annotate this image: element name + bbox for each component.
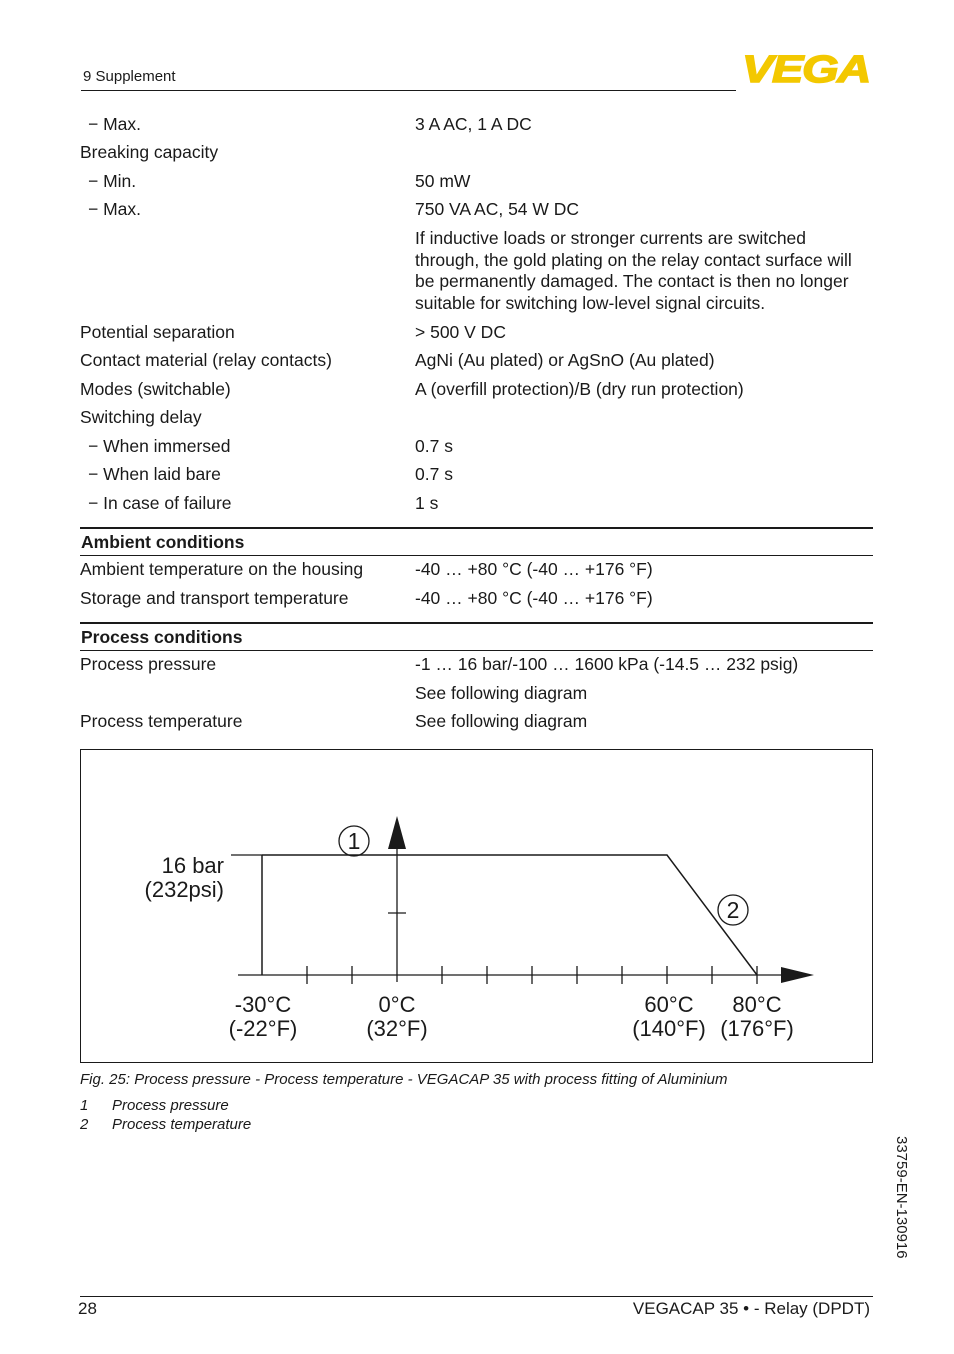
spec-label: − When laid bare bbox=[88, 464, 221, 484]
temp-fahrenheit: (176°F) bbox=[720, 1016, 794, 1041]
temp-celsius: 80°C bbox=[732, 992, 782, 1017]
pressure-temperature-diagram bbox=[80, 749, 873, 1063]
spec-label: Potential separation bbox=[80, 322, 235, 342]
spec-label: Contact material (relay contacts) bbox=[80, 350, 332, 370]
footer-divider bbox=[80, 1296, 873, 1297]
legend-text: Process temperature bbox=[112, 1116, 252, 1133]
spec-value: 750 VA AC, 54 W DC bbox=[415, 199, 580, 219]
temp-fahrenheit: (32°F) bbox=[366, 1016, 428, 1041]
temp-celsius: -30°C bbox=[234, 992, 292, 1017]
spec-value: -40 … +80 °C (-40 … +176 °F) bbox=[415, 559, 653, 579]
vega-logo bbox=[742, 52, 874, 91]
section-heading: 9 Supplement bbox=[83, 68, 176, 85]
spec-label: − When immersed bbox=[88, 436, 231, 456]
pressure-label bbox=[145, 854, 224, 902]
marker-number: 2 bbox=[726, 897, 740, 923]
spec-value: 50 mW bbox=[415, 171, 471, 191]
section-divider bbox=[80, 622, 873, 624]
spec-value: 1 s bbox=[415, 493, 439, 513]
header-divider bbox=[81, 90, 736, 91]
marker-1 bbox=[339, 826, 369, 856]
spec-label: Storage and transport temperature bbox=[80, 588, 349, 608]
product-name: VEGACAP 35 • - Relay (DPDT) bbox=[632, 1299, 870, 1318]
pressure-psi-label: (232psi) bbox=[144, 877, 224, 902]
spec-label: − Max. bbox=[88, 199, 142, 219]
section-divider bbox=[80, 555, 873, 556]
spec-value: > 500 V DC bbox=[415, 322, 506, 342]
x-axis-arrowhead bbox=[781, 967, 814, 983]
temp-celsius: 0°C bbox=[378, 992, 416, 1017]
spec-label: Breaking capacity bbox=[80, 142, 219, 162]
section-divider bbox=[80, 527, 873, 529]
marker-2 bbox=[718, 895, 748, 925]
spec-value: -1 … 16 bar/-100 … 1600 kPa (-14.5 … 232 psig) bbox=[415, 654, 799, 674]
pressure-bar-label: 16 bar bbox=[161, 853, 224, 878]
spec-value: 3 A AC, 1 A DC bbox=[415, 114, 532, 134]
svg-text:VEGA: VEGA bbox=[742, 52, 870, 86]
temp-label bbox=[707, 993, 807, 1041]
page-number: 28 bbox=[78, 1299, 97, 1318]
spec-value: -40 … +80 °C (-40 … +176 °F) bbox=[415, 588, 653, 608]
temp-celsius: 60°C bbox=[644, 992, 694, 1017]
spec-label: Ambient temperature on the housing bbox=[80, 559, 364, 579]
document-number: 33759-EN-130916 bbox=[893, 1136, 910, 1259]
legend-number: 1 bbox=[80, 1097, 89, 1114]
spec-label: Process pressure bbox=[80, 654, 217, 674]
ambient-conditions-heading: Ambient conditions bbox=[81, 532, 245, 552]
spec-value: See following diagram bbox=[415, 683, 588, 703]
pressure-temperature-curve bbox=[262, 855, 757, 975]
spec-label: Process temperature bbox=[80, 711, 243, 731]
spec-value: See following diagram bbox=[415, 711, 588, 731]
temp-label bbox=[619, 993, 719, 1041]
legend-number: 2 bbox=[80, 1116, 89, 1133]
temp-label bbox=[213, 993, 313, 1041]
marker-number: 1 bbox=[347, 828, 361, 854]
spec-value: 0.7 s bbox=[415, 464, 453, 484]
spec-label: − Max. bbox=[88, 114, 142, 134]
figure-caption: Fig. 25: Process pressure - Process temperature - VEGACAP 35 with process fitting of Aluminium bbox=[80, 1071, 728, 1088]
legend-text: Process pressure bbox=[112, 1097, 229, 1114]
spec-label: Modes (switchable) bbox=[80, 379, 231, 399]
spec-label: − In case of failure bbox=[88, 493, 232, 513]
temp-label bbox=[347, 993, 447, 1041]
spec-value: 0.7 s bbox=[415, 436, 453, 456]
temp-fahrenheit: (-22°F) bbox=[228, 1016, 298, 1041]
spec-label: Switching delay bbox=[80, 407, 202, 427]
y-axis-arrowhead bbox=[388, 816, 406, 849]
spec-value: A (overfill protection)/B (dry run protection) bbox=[415, 379, 744, 399]
spec-value: AgNi (Au plated) or AgSnO (Au plated) bbox=[415, 350, 715, 370]
process-conditions-heading: Process conditions bbox=[81, 627, 243, 647]
relay-note: If inductive loads or stronger currents are switched through, the gold plating on the relay contact surface will be permanently damaged. The contact is then no longer suitable for switching low-level signal circuits. bbox=[415, 228, 852, 314]
temp-fahrenheit: (140°F) bbox=[632, 1016, 706, 1041]
section-divider bbox=[80, 650, 873, 651]
spec-label: − Min. bbox=[88, 171, 137, 191]
